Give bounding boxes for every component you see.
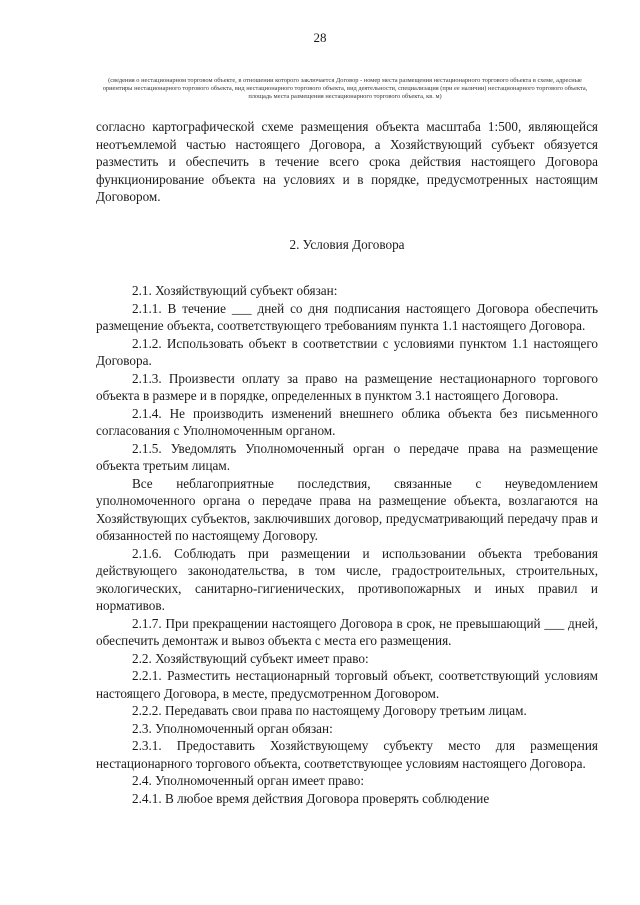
- document-body: [96, 118, 598, 807]
- intro-paragraph: согласно картографической схеме размещения объекта масштаба 1:500, являющейся неотъемлемой частью настоящего Договора, а Хозяйствующий субъект обязуется разместить и обеспечить в течение всего срока действия настоящего Договора функционирование объекта на условиях и в порядке, предусмотренных настоящим Договором.: [96, 119, 598, 204]
- footnote: (сведения о нестационарном торговом объекте, в отношении которого заключается Договор - номер места размещения нестационарного торгового объекта в схеме, адресные ориентиры нестационарного торгового объекта, вид нестационарного торгового объекта, вид деятельности, специализация (при ее наличии) нестационарного торгового объекта, площадь места размещения нестационарного торгового объекта, кв. м): [102, 77, 588, 100]
- paragraph-2-1-4: 2.1.4. Не производить изменений внешнего облика объекта без письменного согласования с Уполномоченным органом.: [96, 405, 598, 438]
- paragraph-2-1-5: 2.1.5. Уведомлять Уполномоченный орган о передаче права на размещение объекта третьим лицам.: [96, 440, 598, 473]
- paragraph-2-2: 2.2. Хозяйствующий субъект имеет право:: [132, 650, 369, 666]
- paragraph-2-2-2: 2.2.2. Передавать свои права по настоящему Договору третьим лицам.: [132, 703, 527, 718]
- paragraph-2-1-1: 2.1.1. В течение ___ дней со дня подписания настоящего Договора обеспечить размещение объекта, соответствующего требованиям пункта 1.1 настоящего Договора.: [96, 300, 598, 333]
- page-number: 28: [313, 30, 327, 45]
- paragraph-2-1-6: 2.1.6. Соблюдать при размещении и использовании объекта требования действующего законодательства, в том числе, градостроительных, строительных, экологических, санитарно-гигиенических, противопожарных и иных правил и нормативов.: [96, 545, 598, 613]
- paragraph-2-2-1: 2.2.1. Разместить нестационарный торговый объект, соответствующий условиям настоящего Договора, в месте, предусмотренном Договором.: [96, 668, 598, 701]
- paragraph-2-3-1: 2.3.1. Предоставить Хозяйствующему субъекту место для размещения нестационарного торгового объекта, соответствующее условиям настоящего Договора.: [96, 738, 598, 771]
- paragraph-2-3: 2.3. Уполномоченный орган обязан:: [132, 720, 333, 736]
- paragraph-2-4: 2.4. Уполномоченный орган имеет право:: [132, 773, 364, 788]
- paragraph-2-1-7: 2.1.7. При прекращении настоящего Договора в срок, не превышающий ___ дней, обеспечить демонтаж и вывоз объекта с места его размещения.: [96, 615, 598, 648]
- paragraph-2-1: 2.1. Хозяйствующий субъект обязан:: [132, 283, 338, 298]
- paragraph-consequences: Все неблагоприятные последствия, связанные с неуведомлением уполномоченного органа о передаче права на размещение объекта, возлагаются на Хозяйствующих субъектов, заключивших договор, предусматривающий передачу прав и обязанностей по настоящему Договору.: [96, 475, 598, 543]
- paragraph-2-1-3: 2.1.3. Произвести оплату за право на размещение нестационарного торгового объекта в размере и в порядке, определенных в пунктом 3.1 настоящего Договора.: [96, 370, 598, 403]
- section-heading: 2. Условия Договора: [289, 236, 405, 252]
- paragraph-2-1-2: 2.1.2. Использовать объект в соответствии с условиями пунктом 1.1 настоящего Договора.: [96, 335, 598, 368]
- paragraph-2-4-1: 2.4.1. В любое время действия Договора проверять соблюдение: [132, 790, 490, 806]
